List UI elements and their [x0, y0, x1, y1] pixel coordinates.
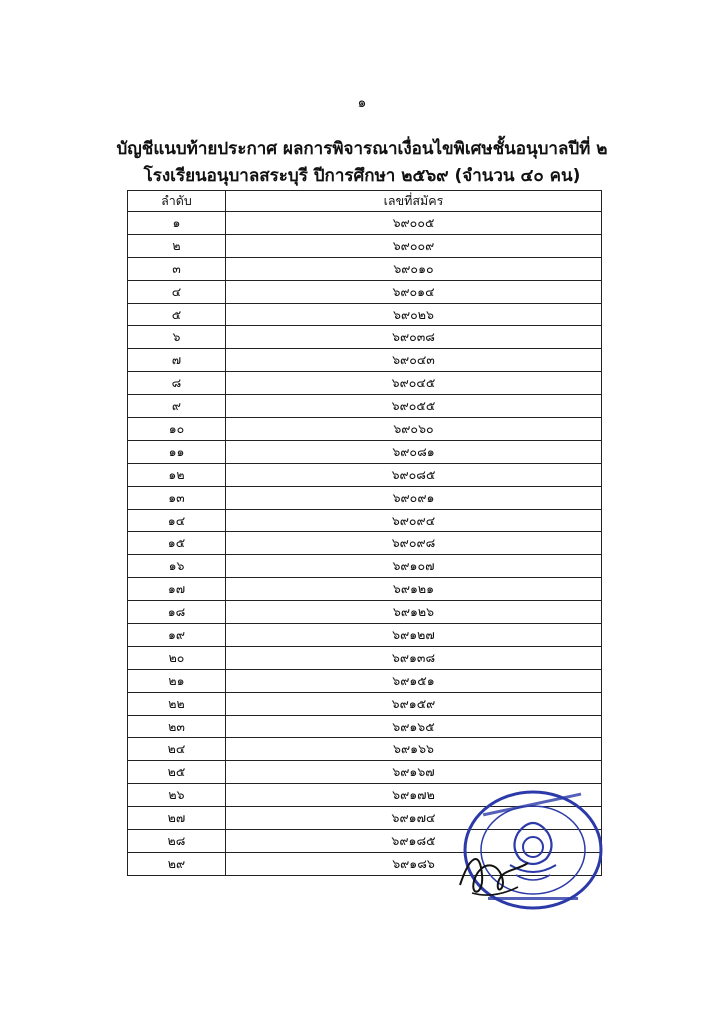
- row-application-number: ๖๙๐๘๑: [226, 440, 602, 463]
- table-row: [128, 372, 602, 395]
- row-order: ๒๒: [128, 692, 226, 715]
- title-line-1: บัญชีแนบท้ายประกาศ ผลการพิจารณาเงื่อนไขพิเศษชั้นอนุบาลปีที่ ๒: [116, 139, 608, 159]
- table-row: [128, 212, 602, 235]
- title-line-2: โรงเรียนอนุบาลสระบุรี ปีการศึกษา ๒๕๖๙ (จำนวน ๔๐ คน): [143, 166, 581, 186]
- row-order: ๒๑: [128, 669, 226, 692]
- row-order: ๘: [128, 372, 226, 395]
- row-order: ๒๖: [128, 784, 226, 807]
- row-application-number: ๖๙๐๒๖: [226, 303, 602, 326]
- row-order: ๒๕: [128, 761, 226, 784]
- row-order: ๖: [128, 326, 226, 349]
- row-application-number: ๖๙๐๘๕: [226, 463, 602, 486]
- row-application-number: ๖๙๐๓๘: [226, 326, 602, 349]
- row-order: ๑: [128, 212, 226, 235]
- row-application-number: ๖๙๑๘๖: [226, 852, 602, 875]
- header-application-number: เลขที่สมัคร: [226, 191, 602, 212]
- table-row: [128, 532, 602, 555]
- table-row: [128, 761, 602, 784]
- row-application-number: ๖๙๐๔๓: [226, 349, 602, 372]
- header-order: ลำดับ: [128, 191, 226, 212]
- row-order: ๒๙: [128, 852, 226, 875]
- row-order: ๑๔: [128, 509, 226, 532]
- table-row: [128, 463, 602, 486]
- table-row: [128, 624, 602, 647]
- row-application-number: ๖๙๐๙๘: [226, 532, 602, 555]
- table-row: [128, 692, 602, 715]
- results-table: [127, 190, 602, 876]
- row-order: ๒๗: [128, 807, 226, 830]
- row-order: ๑๒: [128, 463, 226, 486]
- row-order: ๙: [128, 395, 226, 418]
- row-application-number: ๖๙๑๘๕: [226, 830, 602, 853]
- row-order: ๕: [128, 303, 226, 326]
- table-row: [128, 646, 602, 669]
- document-title: [0, 136, 724, 190]
- row-application-number: ๖๙๐๑๐: [226, 257, 602, 280]
- table-row: [128, 578, 602, 601]
- row-application-number: ๖๙๐๑๔: [226, 280, 602, 303]
- row-order: ๑๑: [128, 440, 226, 463]
- row-order: ๒๘: [128, 830, 226, 853]
- row-application-number: ๖๙๑๕๙: [226, 692, 602, 715]
- row-order: ๑๕: [128, 532, 226, 555]
- page-number: ๑: [357, 95, 367, 111]
- table-row: [128, 257, 602, 280]
- row-order: ๑๖: [128, 555, 226, 578]
- table-row: [128, 418, 602, 441]
- row-application-number: ๖๙๑๗๒: [226, 784, 602, 807]
- row-application-number: ๖๙๑๒๗: [226, 624, 602, 647]
- row-application-number: ๖๙๑๕๑: [226, 669, 602, 692]
- row-application-number: ๖๙๑๖๕: [226, 715, 602, 738]
- table-row: [128, 738, 602, 761]
- table-row: [128, 280, 602, 303]
- row-application-number: ๖๙๐๕๕: [226, 395, 602, 418]
- row-application-number: ๖๙๐๖๐: [226, 418, 602, 441]
- table-row: [128, 669, 602, 692]
- row-application-number: ๖๙๑๒๖: [226, 601, 602, 624]
- row-order: ๑๓: [128, 486, 226, 509]
- table-header-row: [128, 191, 602, 212]
- row-application-number: ๖๙๑๒๑: [226, 578, 602, 601]
- table-row: [128, 395, 602, 418]
- row-application-number: ๖๙๑๐๗: [226, 555, 602, 578]
- row-order: ๑๐: [128, 418, 226, 441]
- row-application-number: ๖๙๑๗๔: [226, 807, 602, 830]
- row-application-number: ๖๙๐๙๑: [226, 486, 602, 509]
- table-row: [128, 715, 602, 738]
- row-application-number: ๖๙๐๐๕: [226, 212, 602, 235]
- row-order: ๓: [128, 257, 226, 280]
- row-order: ๑๘: [128, 601, 226, 624]
- row-application-number: ๖๙๐๔๕: [226, 372, 602, 395]
- row-application-number: ๖๙๑๖๗: [226, 761, 602, 784]
- row-order: ๗: [128, 349, 226, 372]
- row-order: ๒: [128, 234, 226, 257]
- row-application-number: ๖๙๑๓๘: [226, 646, 602, 669]
- row-application-number: ๖๙๐๐๙: [226, 234, 602, 257]
- row-application-number: ๖๙๐๙๔: [226, 509, 602, 532]
- table-row: [128, 326, 602, 349]
- table-row: [128, 349, 602, 372]
- table-row: [128, 486, 602, 509]
- row-order: ๒๓: [128, 715, 226, 738]
- row-application-number: ๖๙๑๖๖: [226, 738, 602, 761]
- row-order: ๔: [128, 280, 226, 303]
- table-row: [128, 555, 602, 578]
- row-order: ๒๔: [128, 738, 226, 761]
- table-row: [128, 509, 602, 532]
- row-order: ๑๗: [128, 578, 226, 601]
- table-row: [128, 440, 602, 463]
- table-row: [128, 601, 602, 624]
- signature: [452, 835, 542, 905]
- table-row: [128, 303, 602, 326]
- row-order: ๒๐: [128, 646, 226, 669]
- table-row: [128, 234, 602, 257]
- row-order: ๑๙: [128, 624, 226, 647]
